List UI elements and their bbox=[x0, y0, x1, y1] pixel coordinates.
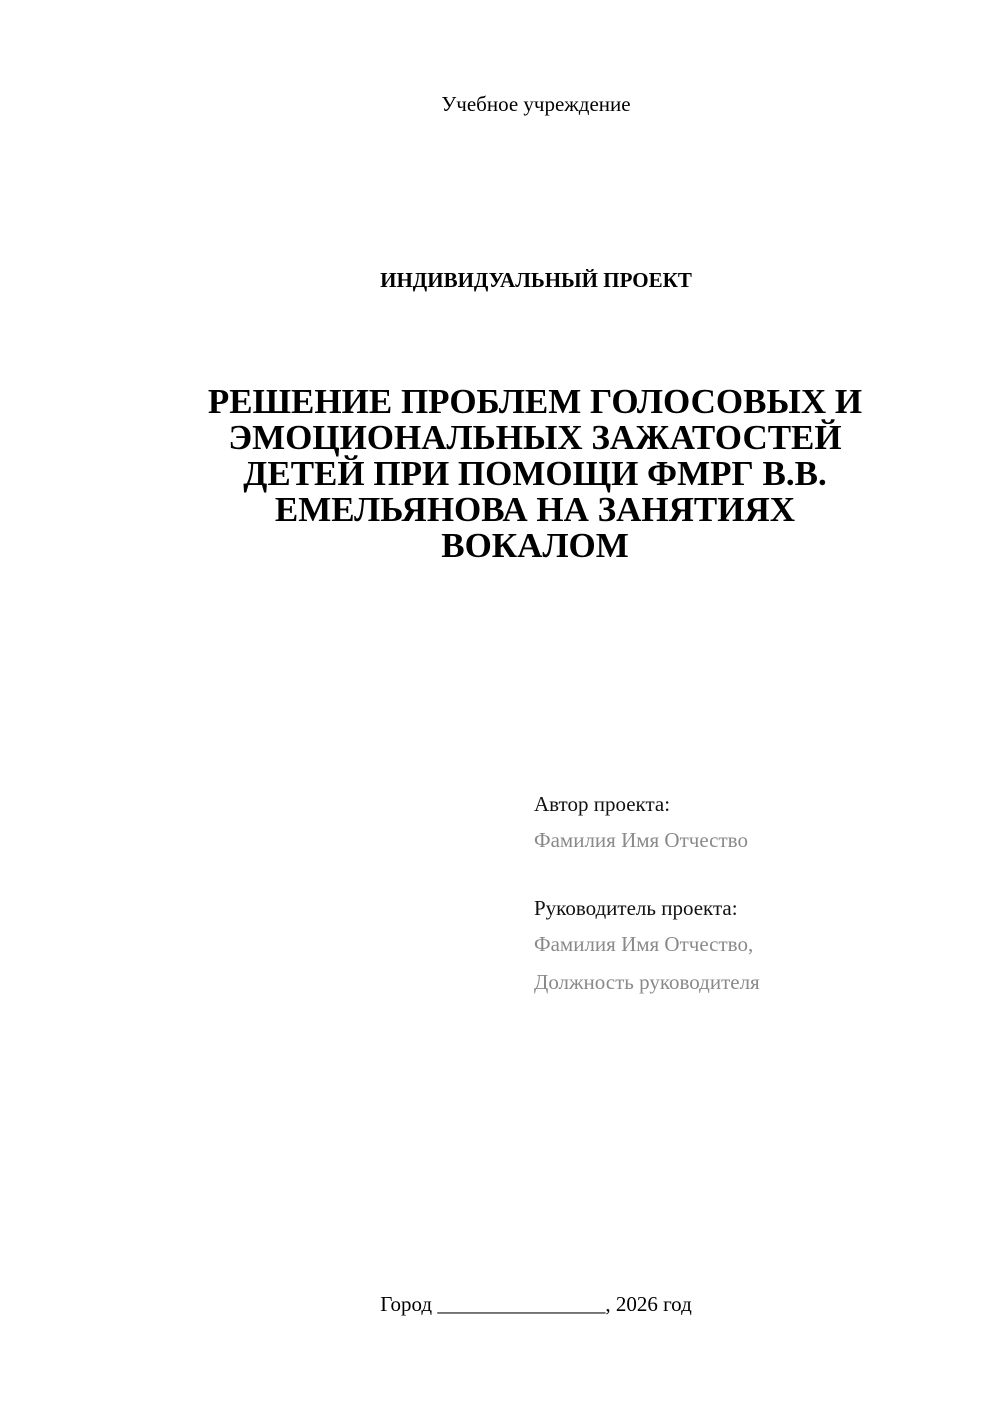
supervisor-name: Фамилия Имя Отчество, bbox=[534, 932, 754, 956]
institution-name: Учебное учреждение bbox=[441, 92, 631, 116]
supervisor-label: Руководитель проекта: bbox=[534, 896, 738, 920]
project-title-line: ДЕТЕЙ ПРИ ПОМОЩИ ФМРГ В.В. bbox=[243, 454, 827, 493]
author-label: Автор проекта: bbox=[534, 792, 671, 816]
project-type: ИНДИВИДУАЛЬНЫЙ ПРОЕКТ bbox=[380, 268, 692, 292]
project-info-block bbox=[534, 790, 974, 1006]
project-title-line: ВОКАЛОМ bbox=[441, 526, 629, 565]
city-year-line: Город ________________, 2026 год bbox=[380, 1292, 692, 1316]
author-name: Фамилия Имя Отчество bbox=[534, 828, 748, 852]
supervisor-position: Должность руководителя bbox=[534, 970, 760, 994]
project-title-line: ЕМЕЛЬЯНОВА НА ЗАНЯТИЯХ bbox=[274, 490, 796, 529]
project-title-line: РЕШЕНИЕ ПРОБЛЕМ ГОЛОСОВЫХ И bbox=[207, 382, 863, 421]
project-title bbox=[150, 384, 920, 564]
project-title-line: ЭМОЦИОНАЛЬНЫХ ЗАЖАТОСТЕЙ bbox=[228, 418, 842, 457]
